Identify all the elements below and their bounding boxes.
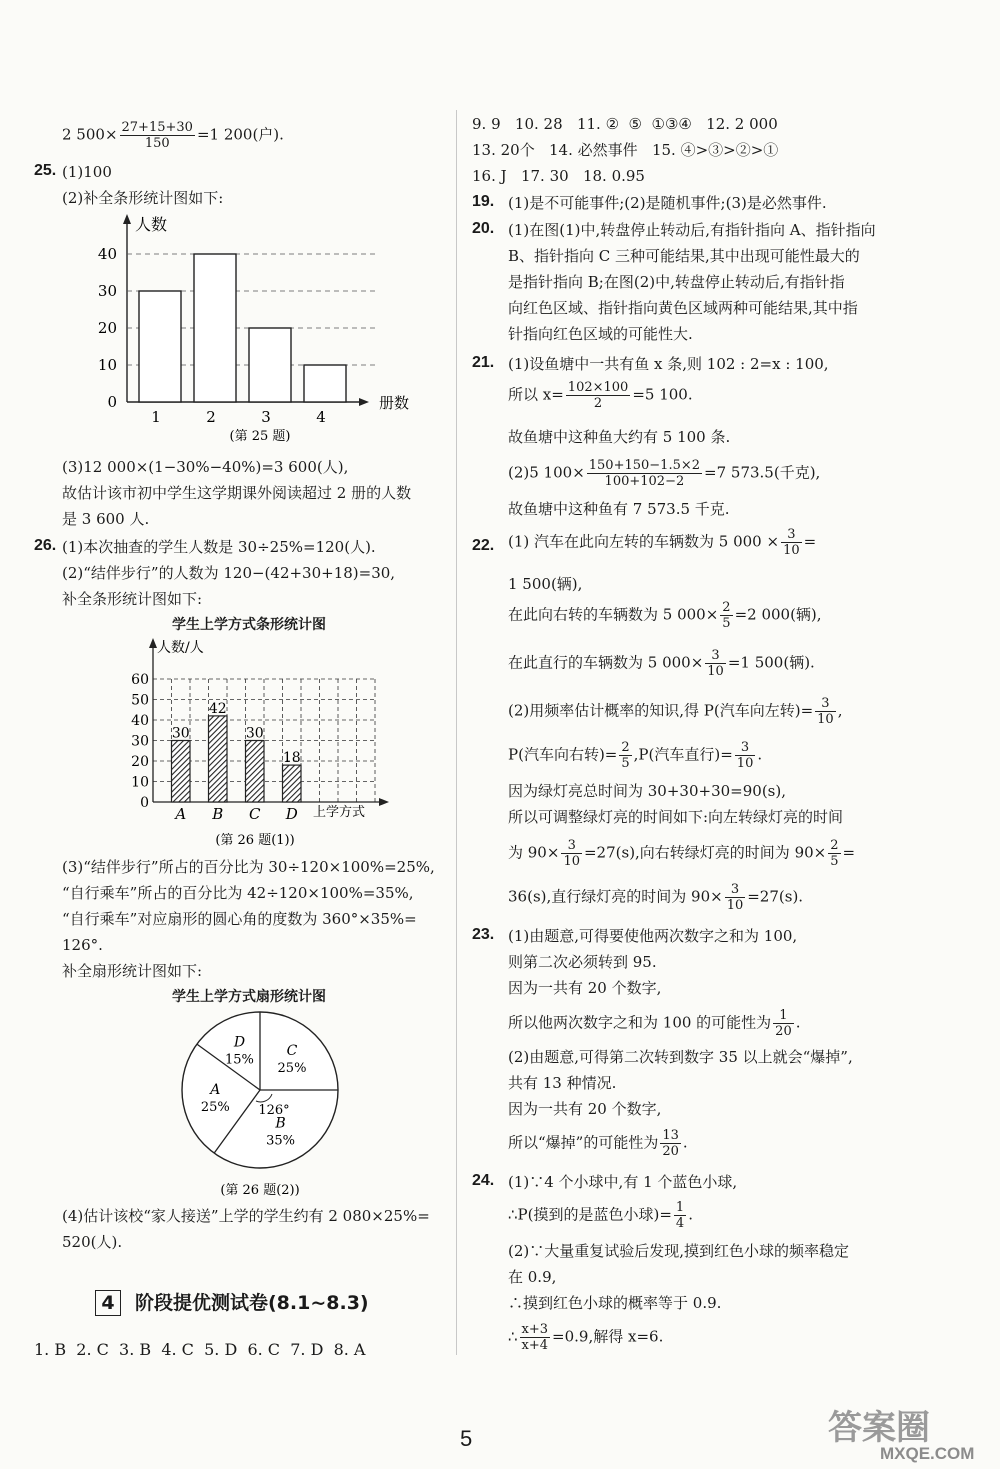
q23-line: 则第二次必须转到 95. [508,953,657,971]
text: =1 200(户). [196,125,284,144]
q23-line [508,1128,688,1159]
y-tick-label: 20 [131,754,149,770]
numerator: 3 [815,696,836,712]
q20-line: 是指针指向 B;在图(2)中,转盘停止转动后,有指针指 [508,273,845,291]
y-tick-label: 60 [131,672,149,688]
q26-part3a: (3)“结伴步行”所占的百分比为 30÷120×100%=25%, [62,858,435,876]
fraction [815,696,836,727]
q26-part3b: “自行乘车”所占的百分比为 42÷120×100%=35%, [62,884,414,902]
text: (2)5 100× [508,463,585,482]
denominator: 100+102−2 [604,474,685,489]
fraction [120,120,195,151]
text: =1 500(辆). [727,653,815,672]
column-divider [456,110,457,1355]
q22-line: 因为绿灯亮总时间为 30+30+30=90(s), [508,782,786,800]
fraction [725,882,746,913]
q20-line: 向红色区域、指针指向黄色区域两种可能结果,其中指 [508,299,858,317]
denominator: 4 [675,1216,685,1231]
denominator: 10 [817,712,834,727]
q22-line [508,600,822,631]
y-axis-arrow [123,214,131,224]
q26-part2a: (2)“结伴步行”的人数为 120−(42+30+18)=30, [62,564,396,582]
fraction [705,648,726,679]
data-label: 42 [208,700,227,717]
text: . [688,1205,693,1224]
numerator: 3 [735,740,756,756]
text: . [682,1133,688,1152]
fraction [773,1008,794,1039]
numerator: 102×100 [567,380,629,395]
q25-number: 25. [34,162,57,179]
numerator: 1 [675,1200,685,1215]
text: ∴P(摸到的是蓝色小球)= [508,1205,672,1224]
y-tick-label: 30 [97,282,117,300]
denominator: 5 [722,616,731,631]
x-tick-label: 4 [316,408,326,426]
text: =0.9,解得 x=6. [552,1327,664,1346]
text: =27(s). [747,887,804,906]
x-tick-label: C [249,805,261,823]
bar [209,716,228,802]
q20-number: 20. [472,220,495,237]
y-tick-label: 10 [97,356,117,374]
text: 所以他两次数字之和为 100 的可能性为 [508,1013,772,1032]
q26-part4b: 520(人). [62,1233,123,1251]
chart-q26-bar [95,636,405,850]
fraction [566,380,631,411]
text: ∴ [508,1327,518,1346]
denominator: 10 [736,756,754,771]
chart-caption: (第 26 题(2)) [220,1183,300,1198]
q26-part1: (1)本次抽查的学生人数是 30÷25%=120(人). [62,538,376,556]
answers-9-12: 9. 9 10. 28 11. ② ⑤ ①③④ 12. 2 000 [472,115,778,133]
x-tick-label: 1 [151,408,161,426]
text: =2 000(辆), [734,605,822,624]
numerator: x+3 [521,1322,549,1337]
text: 2 500× [62,125,118,144]
q21-number: 21. [472,354,495,371]
q24-line: 在 0.9, [508,1268,557,1286]
numerator: 13 [662,1128,679,1143]
bar [249,328,291,402]
section-heading [95,1288,369,1316]
chart-q26-pie [160,1008,380,1200]
q26-number: 26. [34,537,57,554]
y-axis-arrow [149,638,157,648]
text: =5 100. [632,385,693,404]
bar [139,291,181,402]
pie-slice-percent: 25% [277,1061,307,1077]
x-axis-arrow [379,798,389,806]
q22-line [508,740,762,771]
denominator: 2 [593,396,603,411]
q24-line: ∴摸到红色小球的概率等于 0.9. [508,1294,722,1312]
denominator: x+4 [521,1338,549,1353]
fraction [619,740,631,771]
y-tick-label: 0 [107,393,117,411]
numerator: 2 [722,600,731,615]
y-tick-label: 40 [97,245,117,263]
q23-line: 因为一共有 20 个数字, [508,1100,662,1118]
q23-line: 因为一共有 20 个数字, [508,979,662,997]
chart26-pie-title: 学生上学方式扇形统计图 [172,989,326,1005]
numerator: 27+15+30 [121,120,193,135]
q22-line [508,527,816,558]
chart-caption: (第 25 题) [229,429,291,444]
numerator: 3 [561,838,582,854]
watermark-url: MXQE.COM [880,1444,975,1463]
text: =7 573.5(千克), [704,463,821,482]
q26-part2b: 补全条形统计图如下: [62,590,203,608]
text: , [837,701,843,720]
pie-slice-label: A [210,1082,221,1099]
multiple-choice-answers: 1. B 2. C 3. B 4. C 5. D 6. C 7. D 8. A [34,1340,366,1359]
denominator: 20 [662,1144,679,1159]
fraction [561,838,582,869]
y-tick-label: 20 [97,319,117,337]
bar [172,741,191,803]
denominator: 150 [144,136,170,151]
angle-label: 126° [258,1103,290,1118]
q23-line: 共有 13 种情况. [508,1074,617,1092]
data-label: 30 [245,725,264,742]
y-tick-label: 10 [131,774,149,791]
denominator: 5 [830,854,839,869]
q26-part4a: (4)估计该校“家人接送”上学的学生约有 2 080×25%= [62,1207,430,1225]
bar [283,765,302,802]
q21-line: (1)设鱼塘中一共有鱼 x 条,则 102 : 2=x : 100, [508,355,829,373]
fraction [720,600,732,631]
q26-part3d: 126°. [62,936,103,954]
q25-part1: (1)100 [62,163,112,181]
data-label: 30 [171,725,190,742]
y-tick-label: 30 [131,733,149,750]
x-tick-label: 2 [206,408,216,426]
denominator: 10 [783,543,800,558]
q21-line: 故鱼塘中这种鱼大约有 5 100 条. [508,428,731,446]
q22-line [508,882,803,913]
q23-line: (2)由题意,可得第二次转到数字 35 以上就会“爆掉”, [508,1048,853,1066]
x-tick-label: A [175,805,187,823]
q26-part3e: 补全扇形统计图如下: [62,962,203,980]
pie-slice-label: B [275,1115,286,1132]
text: P(汽车向右转)= [508,745,618,764]
q24-line: (2)∵大量重复试验后发现,摸到红色小球的频率稳定 [508,1242,850,1260]
page-number: 5 [460,1426,473,1451]
text: ,P(汽车直行)= [633,745,733,764]
q20-line: B、指针指向 C 三种可能结果,其中出现可能性最大的 [508,247,860,265]
x-axis-label: 册数 [379,394,410,412]
pie-slice-label: C [286,1043,298,1060]
q25-part3b: 故估计该市初中学生这学期课外阅读超过 2 册的人数 [62,484,412,502]
q22-line [508,838,855,869]
y-tick-label: 0 [140,795,149,811]
y-tick-label: 40 [131,713,149,729]
q25-part2: (2)补全条形统计图如下: [62,189,224,207]
chart-caption: (第 26 题(1)) [215,833,295,848]
q24-line [508,1322,663,1353]
q22-line [508,696,842,727]
numerator: 150+150−1.5×2 [588,458,701,473]
q23-line [508,1008,801,1039]
q24-line: (1)∵4 个小球中,有 1 个蓝色小球, [508,1173,738,1191]
answers-16-18: 16. J 17. 30 18. 0.95 [472,167,645,185]
bar [246,741,265,803]
pie-slice-percent: 35% [266,1133,295,1149]
text: . [795,1013,801,1032]
q25-part3a: (3)12 000×(1−30%−40%)=3 600(人), [62,458,349,476]
numerator: 3 [705,648,726,664]
x-tick-label: B [212,805,224,823]
q22-line: 1 500(辆), [508,575,583,593]
chart26-title: 学生上学方式条形统计图 [172,617,326,633]
text: 在此向右转的车辆数为 5 000× [508,605,719,624]
q22-line: 所以可调整绿灯亮的时间如下:向左转绿灯亮的时间 [508,808,844,826]
denominator: 10 [563,854,580,869]
denominator: 5 [621,756,630,771]
y-axis-label: 人数 [135,215,168,234]
text: 36(s),直行绿灯亮的时间为 90× [508,887,723,906]
q25-part3c: 是 3 600 人. [62,510,150,528]
q24-line [508,1200,693,1231]
denominator: 20 [775,1024,792,1039]
text: =27(s),向右转绿灯亮的时间为 90× [583,843,827,862]
x-tick-label: 3 [261,408,271,426]
text: 所以“爆掉”的可能性为 [508,1133,659,1152]
y-axis-label: 人数/人 [157,640,204,656]
denominator: 10 [726,898,744,913]
bar [194,254,236,402]
text: 在此直行的车辆数为 5 000× [508,653,704,672]
numerator: 3 [725,882,746,898]
x-axis-arrow [359,398,369,406]
answers-13-15: 13. 20个 14. 必然事件 15. ④>③>②>① [472,141,779,159]
pie-slice-percent: 15% [225,1052,254,1068]
text: (1) 汽车在此向左转的车辆数为 5 000 × [508,532,780,551]
section-number: 4 [95,1290,121,1316]
q20-line: 针指向红色区域的可能性大. [508,325,693,343]
q26-part3c: “自行乘车”对应扇形的圆心角的度数为 360°×35%= [62,910,417,928]
line-calc [62,120,284,151]
y-tick-label: 50 [131,692,149,709]
numerator: 3 [781,527,802,543]
q24-number: 24. [472,1172,495,1189]
q21-line: 故鱼塘中这种鱼有 7 573.5 千克. [508,500,730,518]
q19-number: 19. [472,193,495,210]
fraction [587,458,702,489]
q23-line: (1)由题意,可得要使他两次数字之和为 100, [508,927,798,945]
x-tick-label: D [285,805,298,823]
text: (2)用频率估计概率的知识,得 P(汽车向左转)= [508,701,814,720]
denominator: 10 [707,664,724,679]
watermark-logo: 答案圈 [828,1408,930,1448]
numerator: 2 [621,740,630,755]
text: = [842,843,856,862]
q20-line: (1)在图(1)中,转盘停止转动后,有指针指向 A、指针指向 [508,221,876,239]
text: . [757,745,763,764]
section-title: 阶段提优测试卷(8.1~8.3) [135,1292,369,1314]
q21-line [508,380,693,411]
x-axis-label: 上学方式 [313,805,366,820]
text: 所以 x= [508,385,564,404]
q21-line [508,458,820,489]
fraction [781,527,802,558]
pie-slice-percent: 25% [200,1100,230,1116]
fraction [735,740,756,771]
q23-number: 23. [472,926,495,943]
bar [304,365,346,402]
fraction [660,1128,681,1159]
fraction [674,1200,686,1231]
q22-line [508,648,815,679]
text: = [803,532,817,551]
fraction [828,838,840,869]
q19-text: (1)是不可能事件;(2)是随机事件;(3)是必然事件. [508,194,827,212]
data-label: 18 [282,750,301,767]
text: 为 90× [508,843,560,862]
pie-slice-label: D [233,1034,246,1051]
numerator: 2 [830,838,839,853]
numerator: 1 [773,1008,794,1024]
chart-q25 [95,210,425,448]
q22-number: 22. [472,537,495,554]
fraction [520,1322,551,1353]
